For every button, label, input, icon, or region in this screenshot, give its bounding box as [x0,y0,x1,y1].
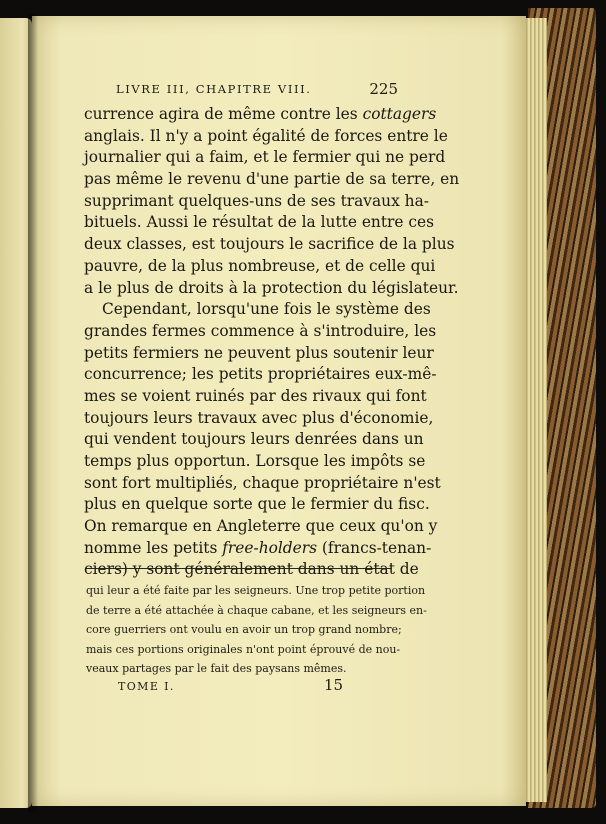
text-line: temps plus opportun. Lorsque les impôts se [84,452,426,470]
footnote-line: qui leur a été faite par les seigneurs. Une trop petite portion [86,584,426,597]
text-line: journalier qui a faim, et le fermier qui ne perd [84,148,446,167]
text-line: anglais. Il n'y a point égalité de forces entre le [84,126,448,145]
text-line: qui vendent toujours leurs denrées dans un [84,430,424,449]
text-line: petits fermiers ne peuvent plus soutenir leur [84,343,434,362]
text-line: pas même le revenu d'une partie de sa terre, en [84,170,460,189]
text-line: toujours leurs travaux avec plus d'économie, [84,408,434,427]
footnote-line: mais ces portions originales n'ont point éprouvé de nou- [86,642,401,656]
page-footer [118,676,348,700]
footnote-line: veaux partages par le fait des paysans mêmes. [86,662,347,676]
footnote-line: core guerriers ont voulu en avoir un trop grand nombre; [86,623,402,637]
footnote-rule [86,568,392,569]
text-line: Cependant, lorsqu'une fois le système des [102,300,431,319]
text-line: currence agira de même contre les cottagers [84,105,437,123]
text-line: deux classes, est toujours le sacrifice de la plus [84,235,455,254]
text-line: nomme les petits free-holders (francs-tenan- [84,538,432,557]
text-line: a le plus de droits à la protection du législateur. [84,278,459,297]
running-title: LIVRE III, CHAPITRE VIII. [116,82,312,96]
page-number: 225 [369,80,398,98]
running-header [116,80,398,100]
text-line: plus en quelque sorte que le fermier du fisc. [84,495,430,514]
gutter-shadow [28,14,38,812]
text-line: mes se voient ruinés par des rivaux qui font [84,386,427,405]
footnote-line: de terre a été attachée à chaque cabane, et les seigneurs en- [86,603,427,617]
text-line: sont fort multipliés, chaque propriétaire n'est [84,473,441,492]
volume-label: TOME I. [118,680,175,693]
text-line: grandes fermes commence à s'introduire, les [84,321,437,340]
main-text [84,104,460,581]
text-line: concurrence; les petits propriétaires eux-mê- [84,365,437,384]
text-line: On remarque en Angleterre que ceux qu'on y [84,517,438,536]
signature-mark: 15 [324,676,344,694]
text-line: ciers) y sont généralement dans un état de [84,560,419,579]
text-line: pauvre, de la plus nombreuse, et de celle qui [84,256,436,275]
text-line: supprimant quelques-uns de ses travaux ha- [84,191,429,210]
text-line: bituels. Aussi le résultat de la lutte entre ces [84,213,435,232]
footnote [86,581,427,679]
